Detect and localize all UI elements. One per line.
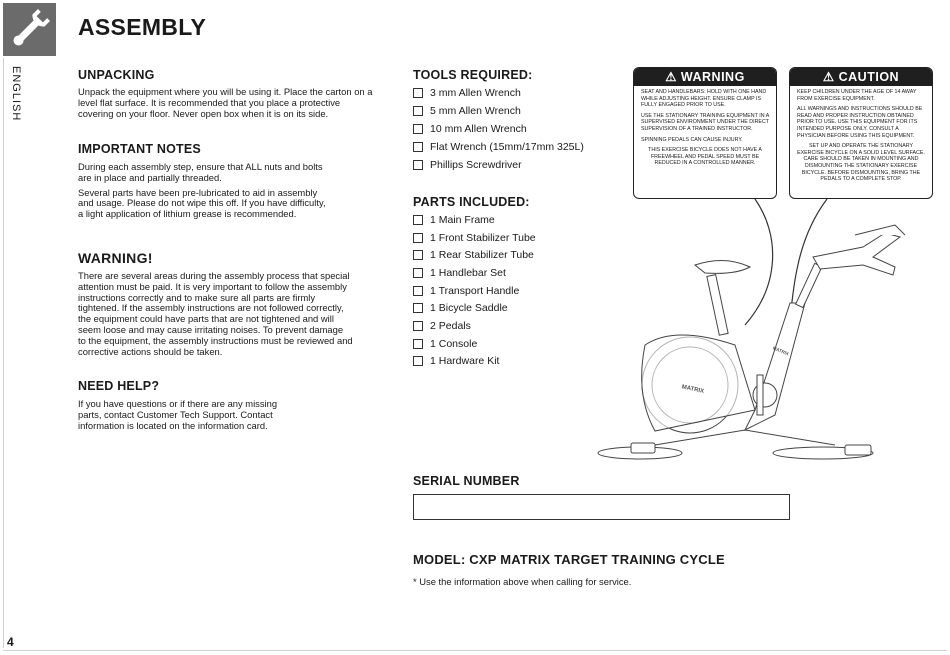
exercise-bike-illustration [595, 195, 925, 485]
callout-lines [745, 199, 827, 325]
wrench-icon [3, 3, 56, 56]
checkbox[interactable] [413, 124, 423, 134]
unpacking-section [78, 68, 373, 119]
warning-label-paragraph: SPINNING PEDALS CAN CAUSE INJURY. [641, 136, 743, 143]
warning-label-body [634, 86, 776, 174]
checkbox[interactable] [413, 303, 423, 313]
unpacking-text: Unpack the equipment where you will be using it. Place the carton on a level flat surface. It is recommended that you place a protective covering on your floor. Never open box when it is on its side. [78, 86, 373, 119]
caution-label-paragraph: ALL WARNINGS AND INSTRUCTIONS SHOULD BE READ AND PROPER INSTRUCTION OBTAINED PRIOR TO USE. USE THIS EQUIPMENT FOR ITS INTENDED PURPOSE ONLY. CONSULT A PHYSICIAN BEFORE USING THIS EQUIPMENT. [797, 106, 923, 139]
checkbox[interactable] [413, 233, 423, 243]
checkbox[interactable] [413, 339, 423, 349]
checkbox[interactable] [413, 142, 423, 152]
unpacking-heading: UNPACKING [78, 68, 155, 82]
checkbox[interactable] [413, 268, 423, 278]
page-title: ASSEMBLY [78, 14, 207, 40]
tools-heading: TOOLS REQUIRED: [413, 68, 533, 82]
bike-frame [598, 225, 905, 459]
warning-label-title: WARNING [680, 70, 745, 84]
checkbox[interactable] [413, 88, 423, 98]
checkbox[interactable] [413, 215, 423, 225]
warning-label-paragraph: SEAT AND HANDLEBARS: HOLD WITH ONE HAND WHILE ADJUSTING HEIGHT. ENSURE CLAMP IS FULLY ENGAGED PRIOR TO USE. [641, 89, 767, 109]
checkbox[interactable] [413, 160, 423, 170]
parts-heading: PARTS INCLUDED: [413, 195, 530, 209]
checkbox[interactable] [413, 321, 423, 331]
need-help-section [78, 379, 288, 431]
warning-triangle-icon: ⚠ [822, 70, 835, 84]
warning-text: There are several areas during the assembly process that special attention must be paid. It is very important to follow the assembly instructions correctly and to make sure all parts are firmly tightened. If the assembly instructions are not followed correctly, the equipment could have parts that are not tightened and will seem loose and may cause irritating noises. To prevent damage to the equipment, the assembly instructions must be reviewed and corrective actions should be taken. [78, 270, 353, 357]
checkbox[interactable] [413, 106, 423, 116]
model-heading: MODEL: CXP MATRIX TARGET TRAINING CYCLE [413, 552, 725, 567]
serial-number-field[interactable] [413, 494, 790, 520]
important-notes-heading: IMPORTANT NOTES [78, 142, 201, 156]
important-notes-section [78, 142, 333, 220]
checkbox[interactable] [413, 286, 423, 296]
warning-label-paragraph: THIS EXERCISE BICYCLE DOES NOT HAVE A FREEWHEEL AND PEDAL SPEED MUST BE REDUCED IN A CONTROLLED MANNER. [648, 147, 762, 167]
warning-heading: WARNING! [78, 250, 153, 266]
model-note: * Use the information above when calling for service. [413, 576, 632, 587]
serial-number-heading: SERIAL NUMBER [413, 474, 520, 488]
language-label: ENGLISH [10, 66, 22, 122]
caution-label [789, 67, 933, 199]
wrench-icon-box [3, 3, 56, 56]
caution-label-paragraph: SET UP AND OPERATE THE STATIONARY EXERCISE BICYCLE ON A SOLID LEVEL SURFACE. CARE SHOULD BE TAKEN IN MOUNTING AND DISMOUNTING THE STATIONARY EXERCISE BICYCLE. BEFORE DISMOUNTING, BRING THE PEDALS TO A COMPLETE STOP. [797, 143, 925, 183]
page-number: 4 [7, 635, 14, 649]
caution-label-header [790, 68, 932, 86]
need-help-heading: NEED HELP? [78, 379, 160, 393]
warning-triangle-icon: ⚠ [665, 70, 677, 84]
checkbox[interactable] [413, 250, 423, 260]
left-divider [3, 58, 4, 648]
checkbox[interactable] [413, 356, 423, 366]
warning-section [78, 250, 353, 357]
bike-tube-brand: MATRIX [771, 345, 790, 357]
bike-frame-brand: MATRIX [681, 384, 705, 395]
need-help-text: If you have questions or if there are any missing parts, contact Customer Tech Support. Contact information is located on the information card. [78, 398, 278, 431]
important-notes-paragraph: During each assembly step, ensure that ALL nuts and bolts are in place and partially threaded. [78, 161, 323, 183]
caution-label-title: CAUTION [838, 70, 900, 84]
bottom-divider [3, 650, 947, 651]
warning-label-header [634, 68, 776, 86]
warning-label-paragraph: USE THE STATIONARY TRAINING EQUIPMENT IN A SUPERVISED ENVIRONMENT UNDER THE DIRECT SUPERVISION OF A TRAINED INSTRUCTOR. [641, 112, 769, 132]
important-notes-paragraph: Several parts have been pre-lubricated to aid in assembly and usage. Please do not wipe this off. If you have difficulty, a light application of lithium grease is recommended. [78, 186, 326, 220]
warning-label [633, 67, 777, 199]
caution-label-paragraph: KEEP CHILDREN UNDER THE AGE OF 14 AWAY FROM EXERCISE EQUIPMENT. [797, 89, 917, 102]
caution-label-body [790, 86, 932, 190]
language-tab [8, 68, 24, 128]
